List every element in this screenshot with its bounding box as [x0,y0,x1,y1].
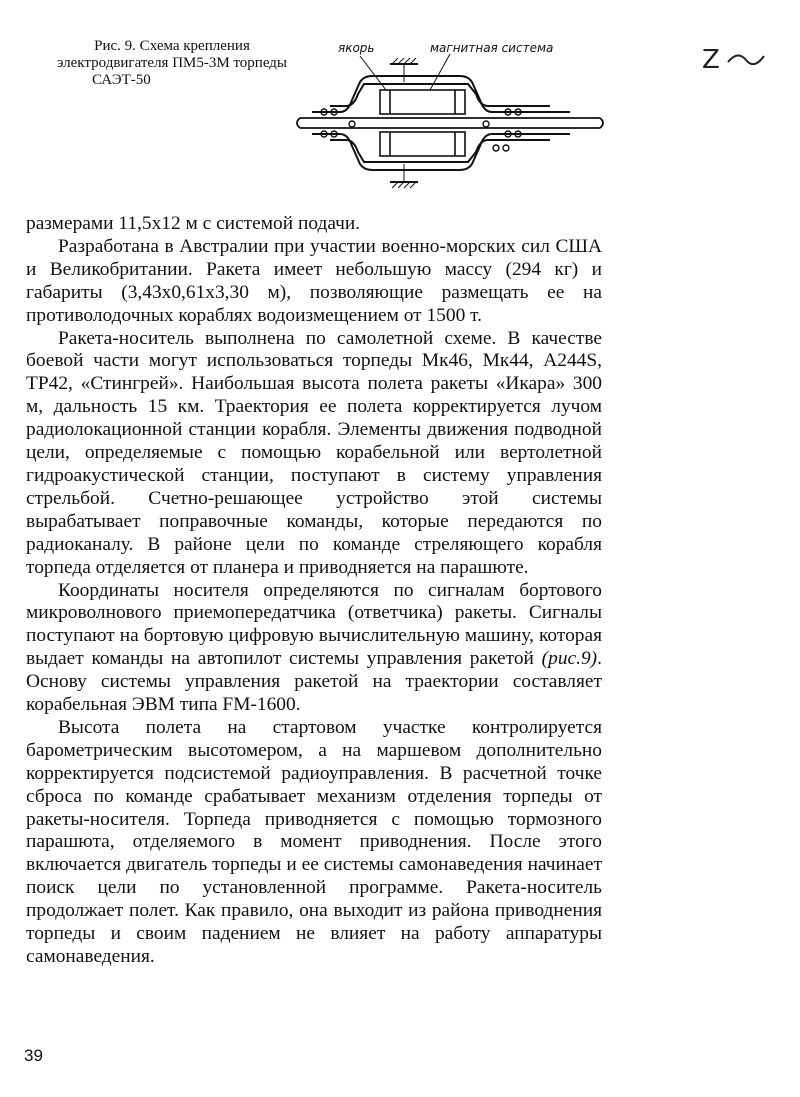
handwritten-mark [700,40,770,80]
paragraph-4-text-a: Координаты носителя определяются по сигналам бортового микроволнового приемопередатчика (ответчика) ракеты. Сигналы поступают на бортовую цифровую вычислительную машину, которая выдает команды на автопилот системы управления ракетой [26,579,602,670]
bottom-mount-hatch [390,164,418,188]
top-mount-hatch [390,58,418,82]
magnet-system-label: магнитная система [430,41,554,55]
page-number: 39 [24,1046,43,1065]
figure-reference: (рис.9) [541,648,598,670]
paragraph-5: Высота полета на стартовом участке контролируется барометрическим высотомером, а на маршевом дополнительно корректируется подсистемой радиоуправления. В расчетной точке сброса по команде срабатывает механизм отделения торпеды от ракеты-носителя. Торпеда приводняется с помощью тормозного парашюта, отделяемого в момент приводнения. После этого включается двигатель торпеды и ее системы самонаведения начинает поиск цели по установленной программе. Ракета-носитель продолжает полет. Как правило, она выходит из района приводнения торпеды и своим падением не влияет на работу аппаратуры самонаведения. [26,716,602,967]
motor-mount-diagram [290,40,615,200]
paragraph-1: размерами 11,5х12 м с системой подачи. [26,213,361,234]
figure-caption [22,38,322,89]
caption-line-3: САЭТ-50 [92,72,151,88]
paragraph-3: Ракета-носитель выполнена по самолетной схеме. В качестве боевой части могут использоваться торпеды Мк46, Мк44, А244S, ТР42, «Стингрей». Наибольшая высота полета ракеты «Икара» 300 м, дальность 15 км. Траектория ее полета корректируется лучом радиолокационной станции корабля. Элементы движения подводной цели, определяемые с помощью корабельной или вертолетной гидроакустической станции, поступают в систему управления стрельбой. Счетно-решающее устройство этой системы вырабатывает поправочные команды, которые передаются по радиоканалу. В районе цели по команде стреляющего корабля торпеда отделяется от планера и приводняется на парашюте. [26,327,602,578]
caption-line-1: Рис. 9. Схема крепления [94,38,250,54]
paragraph-4-text-b: . Основу системы управления ракетой на траектории составляет корабельная ЭВМ типа FM-1600. [26,648,602,716]
paragraph-2: Разработана в Австралии при участии военно-морских сил США и Великобритании. Ракета имеет небольшую массу (294 кг) и габариты (3,43х0,61х3,30 м), позволяющие размещать ее на противолодочных кораблях водоизмещением от 1500 т. [26,235,602,326]
corner-letter: Z [702,45,720,75]
core-label: якорь [338,41,375,55]
body-text [26,213,602,969]
caption-line-2: электродвигателя ПМ5-3М торпеды [56,55,288,71]
motor-shaft [297,118,603,128]
magnetic-system [380,90,465,156]
paragraph-4 [26,580,602,717]
